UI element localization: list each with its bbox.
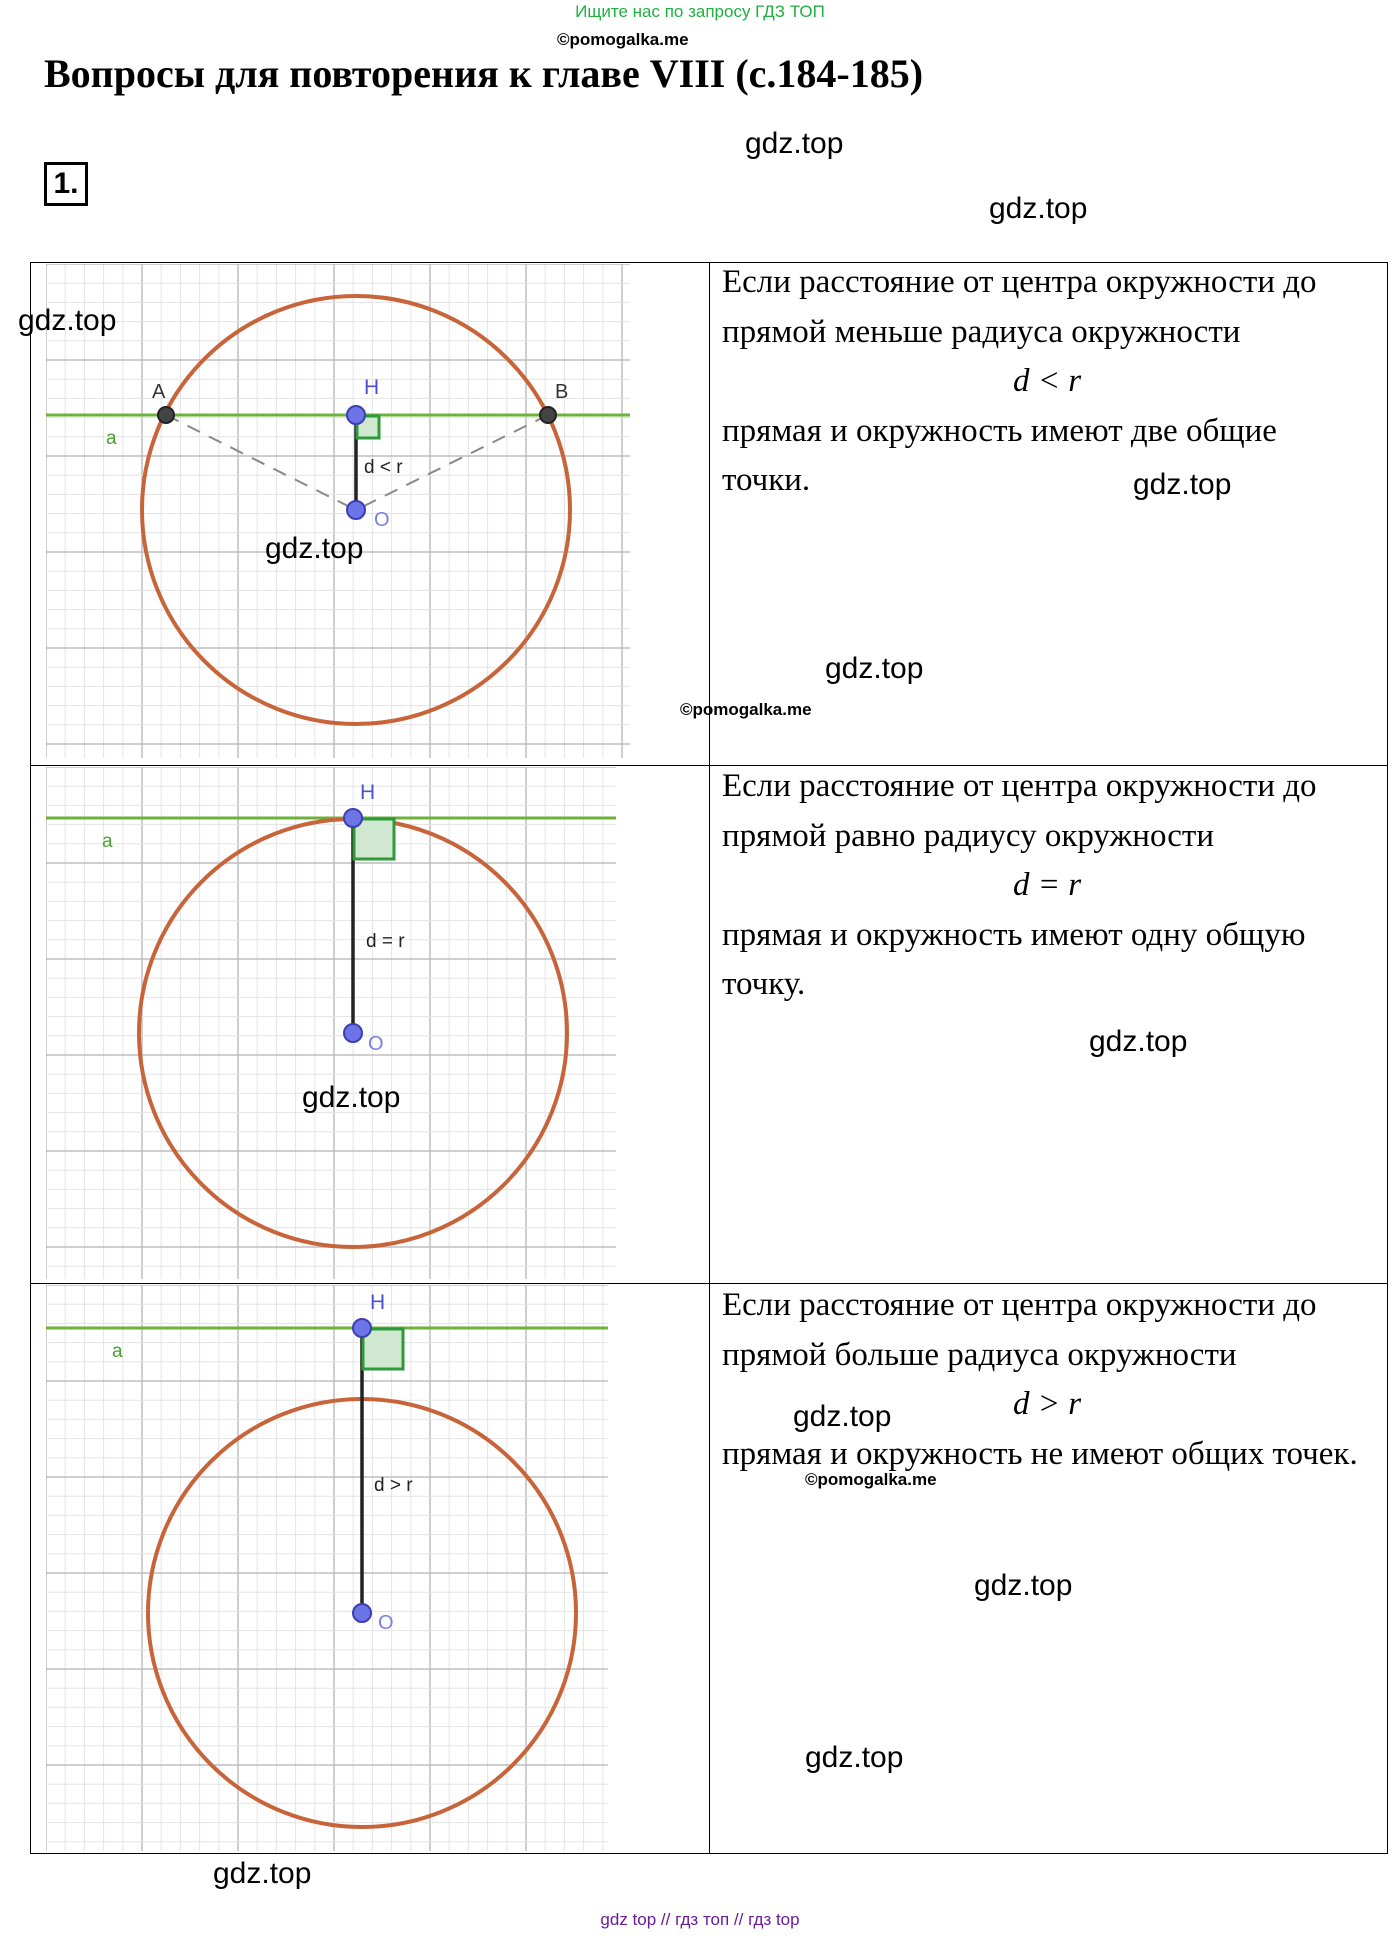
label-line-a: a — [112, 1341, 123, 1362]
figure-secant — [46, 264, 630, 758]
row-2-formula: d = r — [1012, 867, 1082, 903]
row-3-formula: d > r — [1012, 1386, 1082, 1422]
watermark-pomogalka: ©pomogalka.me — [805, 1470, 937, 1489]
segment-ao — [166, 415, 356, 510]
watermark-gdz: gdz.top — [989, 192, 1088, 225]
label-line-a: a — [106, 428, 117, 449]
watermark-gdz: gdz.top — [213, 1857, 312, 1890]
watermark-gdz: gdz.top — [18, 304, 117, 337]
row-2-text — [722, 762, 1372, 1010]
row-2-text-after: прямая и окружность имеют одну общую точку. — [722, 916, 1306, 1002]
point-h — [347, 406, 365, 424]
label-o: O — [368, 1033, 384, 1055]
row-3-text — [722, 1281, 1372, 1479]
row-1-text-before: Если расстояние от центра окружности до прямой меньше радиуса окружности — [722, 264, 1317, 350]
copyright-header: ©pomogalka.me — [557, 30, 689, 49]
label-segment: d > r — [374, 1475, 413, 1496]
row-1-text-after: прямая и окружность имеют две общие точки. — [722, 412, 1277, 498]
point-o — [347, 501, 365, 519]
watermark-gdz: gdz.top — [805, 1741, 904, 1774]
watermark-gdz: gdz.top — [302, 1081, 401, 1114]
watermark-gdz: gdz.top — [825, 652, 924, 685]
label-segment: d < r — [364, 457, 403, 478]
watermark-gdz: gdz.top — [1089, 1025, 1188, 1058]
figure-tangent — [46, 767, 616, 1279]
label-o: O — [374, 509, 390, 531]
footer: gdz top // гдз топ // гдз top — [600, 1910, 800, 1929]
row-2-text-before: Если расстояние от центра окружности до прямой равно радиусу окружности — [722, 768, 1317, 854]
point-o — [353, 1604, 371, 1622]
point-h — [344, 809, 362, 827]
label-a: A — [152, 381, 166, 403]
grid — [46, 264, 630, 758]
watermark-gdz: gdz.top — [793, 1400, 892, 1433]
grid — [46, 767, 616, 1279]
row-1-formula: d < r — [1012, 363, 1082, 399]
watermark-gdz: gdz.top — [265, 532, 364, 565]
watermark-gdz: gdz.top — [745, 127, 844, 160]
point-o — [344, 1024, 362, 1042]
watermark-pomogalka: ©pomogalka.me — [680, 700, 812, 719]
label-o: O — [378, 1612, 394, 1634]
column-divider — [709, 262, 710, 1854]
point-a — [158, 407, 174, 423]
grid — [46, 1285, 608, 1851]
row-1-text — [722, 258, 1372, 506]
watermark-gdz: gdz.top — [1133, 468, 1232, 501]
point-b — [540, 407, 556, 423]
label-h: H — [360, 781, 376, 804]
figure-no-intersection — [46, 1285, 608, 1851]
label-h: H — [370, 1291, 386, 1314]
label-line-a: a — [102, 831, 113, 852]
label-h: H — [364, 376, 380, 399]
page-title: Вопросы для повторения к главе VIII (с.184-185) — [44, 51, 924, 96]
label-segment: d = r — [366, 931, 405, 952]
row-3-text-before: Если расстояние от центра окружности до прямой больше радиуса окружности — [722, 1287, 1317, 1373]
watermark-gdz: gdz.top — [974, 1569, 1073, 1602]
exercise-number: 1. — [44, 162, 88, 206]
label-b: B — [555, 381, 569, 403]
row-3-text-after: прямая и окружность не имеют общих точек. — [722, 1435, 1358, 1472]
point-h — [353, 1319, 371, 1337]
top-note: Ищите нас по запросу ГДЗ ТОП — [575, 2, 825, 21]
